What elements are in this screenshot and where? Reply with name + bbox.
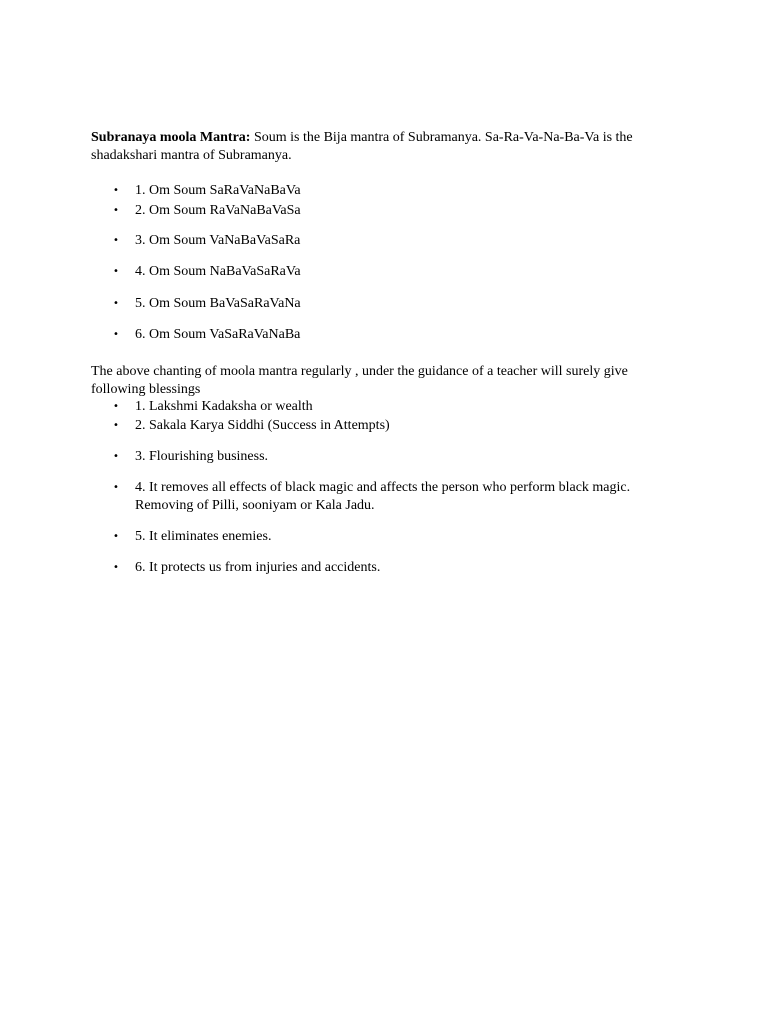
bullet-icon: • bbox=[113, 185, 119, 196]
mantra-text: 3. Om Soum VaNaBaVaSaRa bbox=[135, 233, 301, 248]
bullet-icon: • bbox=[113, 531, 119, 542]
intro-heading: Subranaya moola Mantra: bbox=[91, 130, 251, 145]
bullet-icon: • bbox=[113, 451, 119, 462]
blessing-line1: 2. Sakala Karya Siddhi (Success in Attempts) bbox=[135, 418, 390, 433]
bullet-icon: • bbox=[113, 235, 119, 246]
blessing-line1: 5. It eliminates enemies. bbox=[135, 529, 272, 544]
blessing-text bbox=[135, 448, 675, 466]
blessing-text bbox=[135, 559, 675, 577]
bullet-icon: • bbox=[113, 205, 119, 216]
mantra-text: 5. Om Soum BaVaSaRaVaNa bbox=[135, 296, 301, 311]
bullet-icon: • bbox=[113, 298, 119, 309]
blessing-line2: Removing of Pilli, sooniyam or Kala Jadu. bbox=[135, 498, 375, 513]
intro-text-line1: Soum is the Bija mantra of Subramanya. Sa-Ra-Va-Na-Ba-Va is the bbox=[250, 130, 633, 145]
mantra-text: 1. Om Soum SaRaVaNaBaVa bbox=[135, 183, 301, 198]
blessing-line1: 1. Lakshmi Kadaksha or wealth bbox=[135, 399, 313, 414]
mantra-text: 4. Om Soum NaBaVaSaRaVa bbox=[135, 264, 301, 279]
bullet-icon: • bbox=[113, 401, 119, 412]
blessing-line1: 6. It protects us from injuries and accidents. bbox=[135, 560, 381, 575]
blessing-line1: 4. It removes all effects of black magic and affects the person who perform black magic. bbox=[135, 480, 631, 495]
intro-paragraph bbox=[91, 129, 691, 165]
blessings-intro-line1: The above chanting of moola mantra regularly , under the guidance of a teacher will surely give bbox=[91, 364, 628, 379]
bullet-icon: • bbox=[113, 329, 119, 340]
bullet-icon: • bbox=[113, 482, 119, 493]
blessing-text bbox=[135, 398, 675, 416]
blessing-text bbox=[135, 528, 675, 546]
blessing-text bbox=[135, 417, 675, 435]
bullet-icon: • bbox=[113, 420, 119, 431]
mantra-text: 6. Om Soum VaSaRaVaNaBa bbox=[135, 327, 301, 342]
blessing-line1: 3. Flourishing business. bbox=[135, 449, 269, 464]
intro-text-line2: shadakshari mantra of Subramanya. bbox=[91, 148, 292, 163]
mantra-text: 2. Om Soum RaVaNaBaVaSa bbox=[135, 203, 301, 218]
bullet-icon: • bbox=[113, 266, 119, 277]
blessings-intro-line2: following blessings bbox=[91, 382, 201, 397]
blessings-intro-paragraph bbox=[91, 363, 691, 399]
blessing-text bbox=[135, 479, 675, 515]
bullet-icon: • bbox=[113, 562, 119, 573]
